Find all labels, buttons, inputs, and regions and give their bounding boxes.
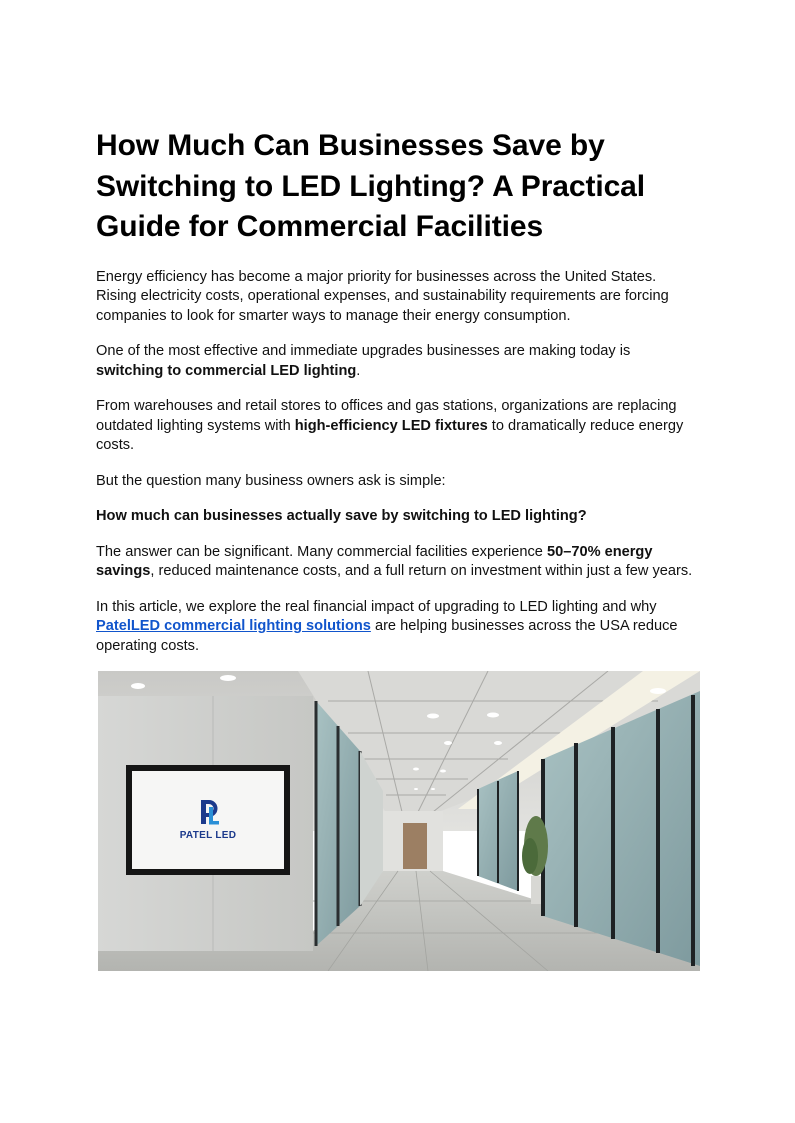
text: , reduced maintenance costs, and a full return on investment within just a few years. [150, 563, 693, 579]
sign-logo-text: PATEL LED [179, 830, 237, 841]
text: In this article, we explore the real financial impact of upgrading to LED lighting and why [96, 598, 657, 615]
bold-text: high-efficiency LED fixtures [294, 417, 488, 434]
paragraph-upgrade [96, 342, 700, 381]
office-corridor-image [98, 671, 700, 971]
bold-text: 50–70% energy savings [96, 543, 653, 579]
text: The answer can be significant. Many commercial facilities experience [96, 543, 547, 560]
door [403, 823, 427, 869]
paragraph-question [96, 507, 700, 527]
paragraph-warehouses [96, 397, 700, 456]
patelled-solutions-link[interactable]: PatelLED commercial lighting solutions [96, 618, 371, 634]
text: . [356, 362, 361, 379]
article-title: How Much Can Businesses Save by Switching to LED Lighting? A Practical Guide for Commercial Facilities [96, 129, 645, 243]
sign-board [132, 771, 284, 869]
text: From warehouses and retail stores to offices and gas stations, organizations are replacing outdated lighting systems with [96, 398, 677, 434]
article [96, 126, 700, 672]
paragraph-intro: Energy efficiency has become a major priority for businesses across the United States. Rising electricity costs, operational expenses, and sustainability requirements are forcing companies to look for smarter ways to manage their energy consumption. [96, 268, 669, 324]
plant-pot [531, 876, 541, 904]
paragraph-explore [96, 598, 700, 657]
bold-text: switching to commercial LED lighting [96, 362, 357, 379]
paragraph-answer [96, 543, 700, 582]
text: to dramatically reduce energy costs. [96, 417, 684, 453]
bold-question: How much can businesses actually save by switching to LED lighting? [96, 508, 587, 524]
paragraph-question-intro: But the question many business owners ask is simple: [96, 472, 446, 489]
text: are helping businesses across the USA reduce operating costs. [96, 618, 678, 654]
text: One of the most effective and immediate upgrades businesses are making today is [96, 343, 631, 359]
